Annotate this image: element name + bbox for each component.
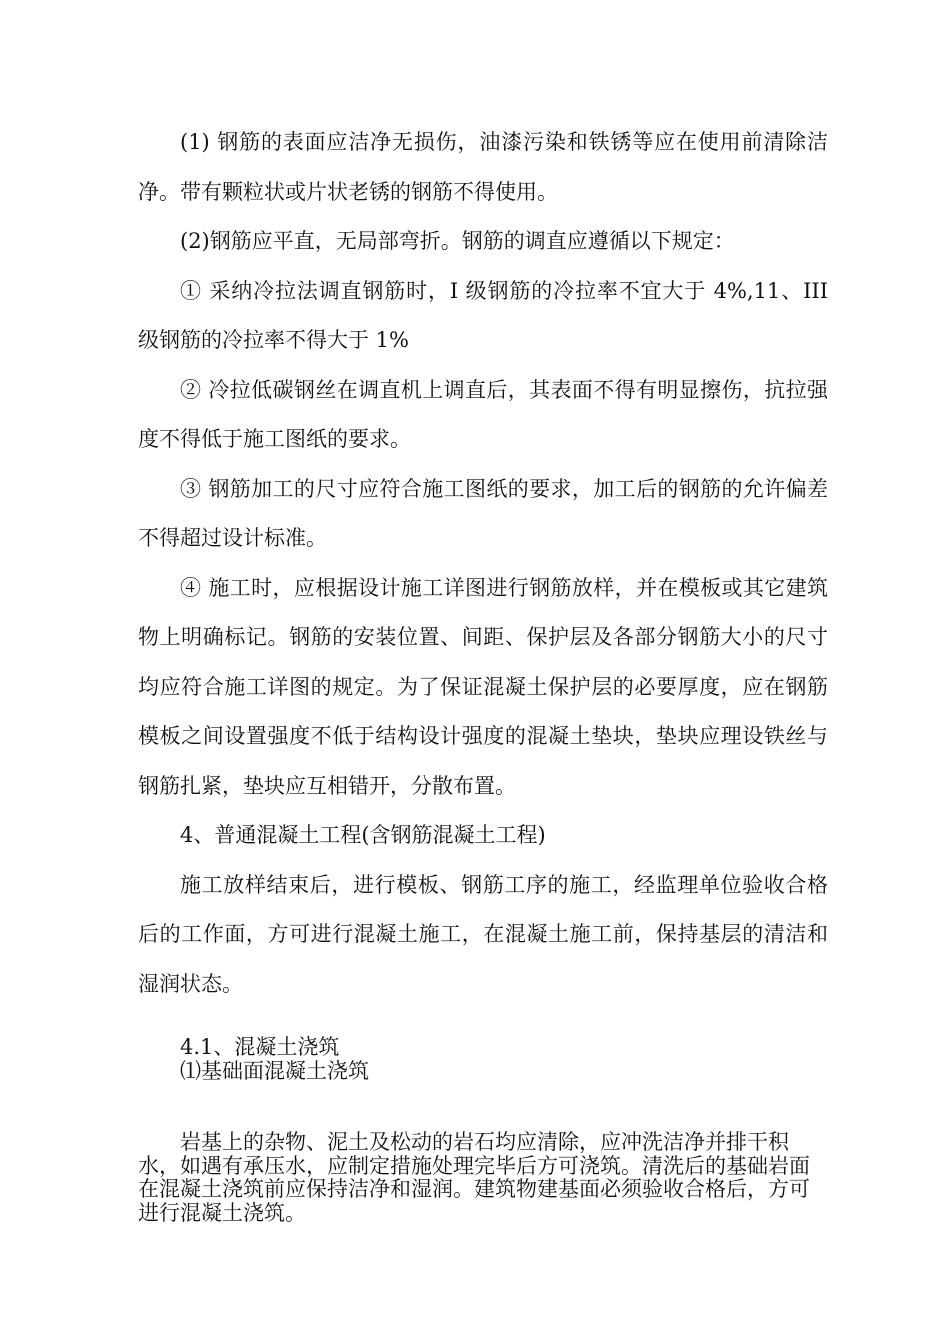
- section-heading-concrete: 4、普通混凝土工程(含钢筋混凝土工程): [180, 823, 546, 847]
- paragraph-item-2: ② 冷拉低碳钢丝在调直机上调直后，其表面不得有明显擦伤，抗拉强度不得低于施工图纸的要求。: [138, 377, 828, 451]
- main-text-block: [138, 118, 835, 1009]
- paragraph-item-3: ③ 钢筋加工的尺寸应符合施工图纸的要求，加工后的钢筋的允许偏差不得超过设计标准。: [138, 476, 828, 550]
- paragraph-rebar-surface: (1) 钢筋的表面应洁净无损伤，油漆污染和铁锈等应在使用前清除洁净。带有颗粒状或片状老锈的钢筋不得使用。: [138, 130, 828, 204]
- paragraph-item-1: ① 采纳冷拉法调直钢筋时，I 级钢筋的冷拉率不宜大于 4%,11、III 级钢筋的冷拉率不得大于 1%: [138, 278, 835, 352]
- paragraph-rebar-straightening: (2)钢筋应平直，无局部弯折。钢筋的调直应遵循以下规定：: [180, 229, 735, 253]
- paragraph-construction: 施工放样结束后，进行模板、钢筋工序的施工，经监理单位验收合格后的工作面，方可进行混凝土施工，在混凝土施工前，保持基层的清洁和湿润状态。: [138, 872, 828, 996]
- subheading-foundation: ⑴基础面混凝土浇筑: [180, 1058, 369, 1083]
- final-text-block: [138, 1131, 828, 1225]
- subheading-pouring: 4.1、混凝土浇筑: [180, 1035, 340, 1059]
- subheading-block: [138, 1036, 828, 1083]
- paragraph-foundation-cleaning: 岩基上的杂物、泥土及松动的岩石均应清除，应冲洗洁净并排干积水，如遇有承压水，应制定措施处理完毕后方可浇筑。清洗后的基础岩面在混凝土浇筑前应保持洁净和湿润。建筑物建基面必须验收合格后，方可进行混凝土浇筑。: [138, 1130, 810, 1225]
- paragraph-item-4: ④ 施工时，应根据设计施工详图进行钢筋放样，并在模板或其它建筑物上明确标记。钢筋的安装位置、间距、保护层及各部分钢筋大小的尺寸均应符合施工详图的规定。为了保证混凝土保护层的必要厚度，应在钢筋模板之间设置强度不低于结构设计强度的混凝土垫块，垫块应理设铁丝与钢筋扎紧，垫块应互相错开，分散布置。: [138, 575, 828, 798]
